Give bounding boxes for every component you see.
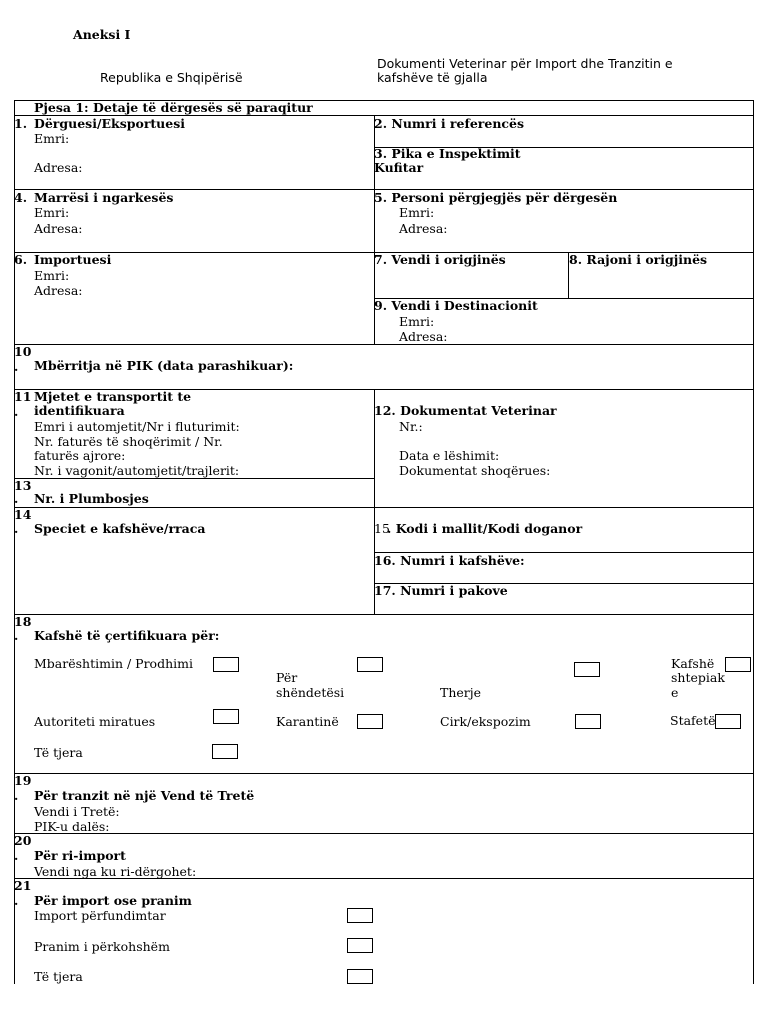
option-other-label: Të tjera — [34, 745, 83, 760]
option-health-label-line2: shëndetësi — [276, 685, 345, 700]
doc-title-line1: Dokumenti Veterinar për Import dhe Tranzitin e — [377, 56, 673, 71]
field5-name-label: Emri: — [399, 205, 435, 220]
field3-title: 3. Pika e Inspektimit — [374, 146, 521, 161]
annex-label: Aneksi I — [73, 27, 131, 42]
field2-title: 2. Numri i referencës — [374, 116, 525, 131]
field6-number: 6. — [14, 252, 28, 267]
option-pets-label-line2: shtepiak — [671, 670, 725, 685]
option-circus-label: Cirk/ekspozim — [440, 714, 531, 729]
option-pets-checkbox[interactable] — [725, 657, 751, 672]
field19-line2: PIK-u dalës: — [34, 819, 110, 834]
field11-line2: Nr. faturës të shoqërimit / Nr. — [34, 434, 223, 449]
field14-dot: . — [14, 521, 19, 536]
republic-label: Republika e Shqipërisë — [100, 70, 243, 85]
field18-dot: . — [14, 628, 19, 643]
option-slaughter-checkbox[interactable] — [574, 662, 600, 677]
option-quarantine-label: Karantinë — [276, 714, 339, 729]
field15-title: . Kodi i mallit/Kodi doganor — [387, 521, 583, 536]
field11-title-line2: identifikuara — [34, 403, 125, 418]
field4-address-label: Adresa: — [34, 221, 83, 236]
option-breeding-checkbox[interactable] — [213, 657, 239, 672]
field11-number: 11 — [14, 389, 32, 404]
doc-title-line2: kafshëve të gjalla — [377, 70, 488, 85]
option-stafete-label: Stafetë — [670, 713, 716, 728]
field11-line3: faturës ajrore: — [34, 448, 126, 463]
option-temporary-checkbox[interactable] — [347, 938, 373, 953]
option-other-import-label: Të tjera — [34, 969, 83, 984]
field17-title: 17. Numri i pakove — [374, 583, 508, 598]
option-authority-label: Autoriteti miratues — [34, 714, 156, 729]
option-temporary-label: Pranim i përkohshëm — [34, 939, 170, 954]
field9-address-label: Adresa: — [399, 329, 448, 344]
field9-name-label: Emri: — [399, 314, 435, 329]
field14-title: Speciet e kafshëve/rraca — [34, 521, 206, 536]
option-health-label-line1: Për — [276, 670, 298, 685]
option-final-import-checkbox[interactable] — [347, 908, 373, 923]
field16-title: 16. Numri i kafshëve: — [374, 553, 525, 568]
field1-number: 1. — [14, 116, 28, 131]
part1-title: Pjesa 1: Detaje të dërgesës së paraqitur — [34, 100, 313, 115]
field6-address-label: Adresa: — [34, 283, 83, 298]
field13-title: Nr. i Plumbosjes — [34, 491, 149, 506]
field20-title: Për ri-import — [34, 848, 126, 863]
field9-title: 9. Vendi i Destinacionit — [374, 298, 538, 313]
option-circus-checkbox[interactable] — [575, 714, 601, 729]
field5-title: 5. Personi përgjegjës për dërgesën — [374, 190, 618, 205]
field7-title: 7. Vendi i origjinës — [374, 252, 506, 267]
field10-number: 10 — [14, 344, 32, 359]
option-pets-label-line3: e — [671, 685, 679, 700]
field12-issue-date-label: Data e lëshimit: — [399, 448, 500, 463]
option-breeding-label: Mbarështimin / Prodhimi — [34, 656, 193, 671]
option-stafete-checkbox[interactable] — [715, 714, 741, 729]
field4-name-label: Emri: — [34, 205, 70, 220]
field12-title: 12. Dokumentat Veterinar — [374, 403, 557, 418]
field4-title: Marrësi i ngarkesës — [34, 190, 174, 205]
field1-address-label: Adresa: — [34, 160, 83, 175]
field18-number: 18 — [14, 614, 32, 629]
field1-title: Dërguesi/Eksportuesi — [34, 116, 186, 131]
field8-title: 8. Rajoni i origjinës — [569, 252, 708, 267]
option-other-import-checkbox[interactable] — [347, 969, 373, 984]
field20-line1: Vendi nga ku ri-dërgohet: — [34, 864, 197, 879]
option-slaughter-label: Therje — [440, 685, 482, 700]
field12-docs-label: Dokumentat shoqërues: — [399, 463, 551, 478]
field11-title-line1: Mjetet e transportit te — [34, 389, 192, 404]
field21-dot: . — [14, 893, 19, 908]
option-health-checkbox[interactable] — [357, 657, 383, 672]
field18-title: Kafshë të çertifikuara për: — [34, 628, 220, 643]
field5-address-label: Adresa: — [399, 221, 448, 236]
field21-title: Për import ose pranim — [34, 893, 192, 908]
field19-line1: Vendi i Tretë: — [34, 804, 120, 819]
field15-number: 15 — [374, 521, 390, 536]
field11-dot: . — [14, 404, 19, 419]
field10-title: Mbërritja në PIK (data parashikuar): — [34, 358, 294, 373]
field21-number: 21 — [14, 878, 32, 893]
field19-number: 19 — [14, 773, 32, 788]
field10-dot: . — [14, 359, 19, 374]
field6-name-label: Emri: — [34, 268, 70, 283]
field1-name-label: Emri: — [34, 131, 70, 146]
field14-number: 14 — [14, 507, 32, 522]
field19-title: Për tranzit në një Vend të Tretë — [34, 788, 255, 803]
field12-nr-label: Nr.: — [399, 419, 423, 434]
option-quarantine-checkbox[interactable] — [357, 714, 383, 729]
field4-number: 4. — [14, 190, 28, 205]
option-other-checkbox[interactable] — [212, 744, 238, 759]
field11-line1: Emri i automjetit/Nr i fluturimit: — [34, 419, 240, 434]
field3-value: Kufitar — [374, 160, 424, 175]
field19-dot: . — [14, 788, 19, 803]
field20-number: 20 — [14, 833, 32, 848]
option-pets-label-line1: Kafshë — [671, 656, 715, 671]
option-final-import-label: Import përfundimtar — [34, 908, 166, 923]
field20-dot: . — [14, 848, 19, 863]
option-authority-checkbox[interactable] — [213, 709, 239, 724]
field13-dot: . — [14, 491, 19, 506]
field13-number: 13 — [14, 478, 32, 493]
field11-line4: Nr. i vagonit/automjetit/trajlerit: — [34, 463, 240, 478]
field6-title: Importuesi — [34, 252, 112, 267]
